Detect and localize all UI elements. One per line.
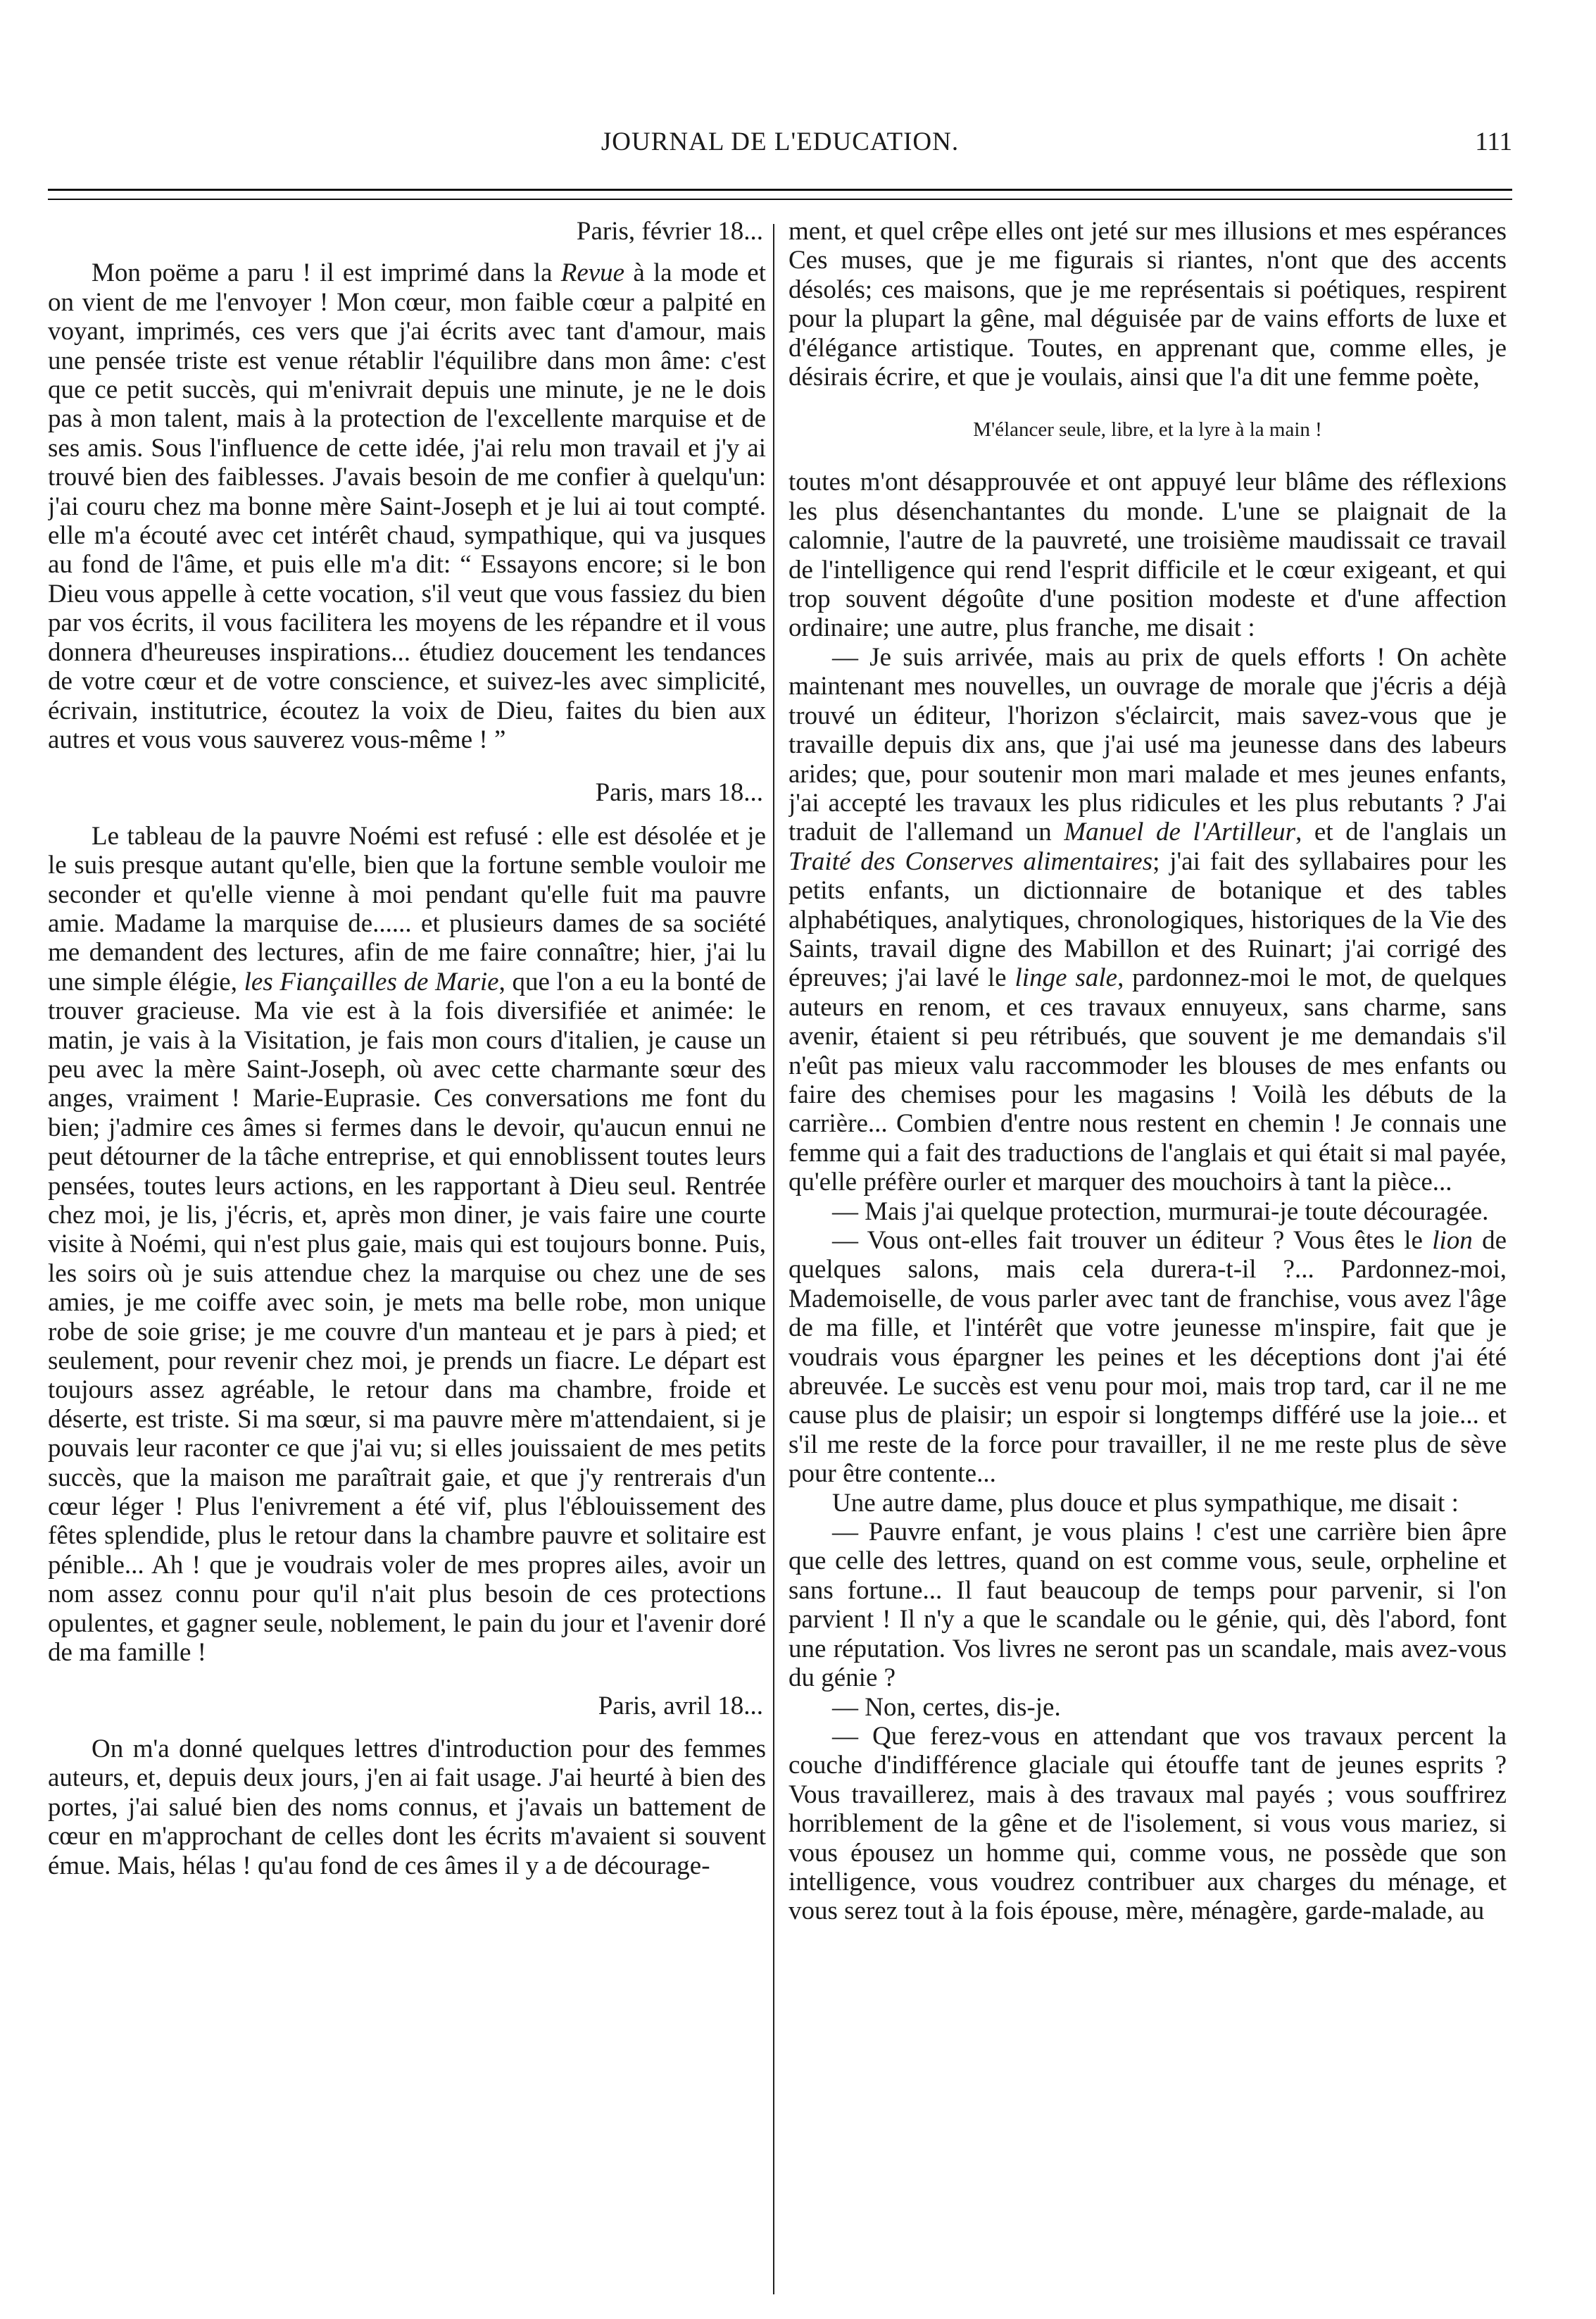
paragraph-mars: [48, 822, 766, 1668]
text-segment: — Je suis arrivée, mais au prix de quels efforts ! On achète maintenant mes nouvelles, un ouvrage de morale que j'écris a déjà trouvé un éditeur, l'horizon s'éclaircit, mais savez-vous que je travaille depuis dix ans, que j'ai usé ma jeunesse dans des labeurs arides; que, pour soutenir mon mari malade et mes jeunes enfants, j'ai accepté les travaux les plus ridicules et les plus rebutants ? J'ai traduit de l'allemand un: [788, 642, 1507, 847]
right-column: [788, 217, 1507, 2301]
running-head: [48, 127, 1512, 169]
text-segment: , que l'on a eu la bonté de trouver gracieuse. Ma vie est à la fois diversifiée et animée: le matin, je vais à la Visitation, je fais mon cours d'italien, je cause un peu avec la mère Saint-Joseph, où avec cette charmante sœur des anges, vraiment ! Marie-Euprasie. Ces conversations me font du bien; j'admire ces âmes si fermes dans le devoir, qu'aucun ennui ne peut détourner de la tâche entreprise, et qui ennoblissent toutes leurs pensées, toutes leurs actions, en les rapportant à Dieu seul. Rentrée chez moi, je lis, j'écris, et, après mon diner, je vais faire une courte visite à Noémi, qui n'est plus gaie, mais qui est toujours bonne. Puis, les soirs où je suis attendue chez la marquise ou chez une de ses amies, je me coiffe avec soin, je mets ma belle robe, mon unique robe de soie grise; je me couvre d'un manteau et je pars à pied; et seulement, pour revenir chez moi, je prends un fiacre. Le départ est toujours assez agréable, le retour dans ma chambre, froide et déserte, est triste. Si ma sœur, si ma pauvre mère m'attendaient, si je pouvais leur raconter ce que j'ai vu; si elles jouissaient de mes petits succès, que la maison me paraîtrait gaie, et que j'y rentrerais d'un cœur léger ! Plus l'enivrement a été vif, plus l'éblouissement des fêtes splendide, plus le retour dans la chambre pauvre et solitaire est pénible... Ah ! que je voudrais voler de mes propres ailes, avoir un nom assez connu pour qu'il n'ait plus besoin de ces protections opulentes, et gagner seule, noblement, le pain du jour et l'avenir doré de ma famille !: [48, 967, 766, 1668]
paragraph-avril: On m'a donné quelques lettres d'introduction pour des femmes auteurs, et, depuis deux jours, j'en ai fait usage. J'ai heurté à bien des portes, j'ai salué bien des noms connus, et j'avais un battement de cœur en m'approchant de celles dont les écrits m'avaient si souvent émue. Mais, hélas ! qu'au fond de ces âmes il y a de décourage-: [48, 1734, 766, 1880]
verse-quote: M'élancer seule, libre, et la lyre à la main !: [973, 418, 1322, 442]
text-segment: Le tableau de la pauvre Noémi est refusé : elle est désolée et je le suis presque autant qu'elle, bien que la fortune semble vouloir me seconder et qu'elle vienne à moi pendant qu'elle fuit ma pauvre amie. Madame la marquise de...... et plusieurs dames de sa société me demandent des lectures, afin de me faire connaître; hier, j'ai lu une simple élégie,: [48, 821, 766, 996]
text-segment: Mon poëme a paru ! il est imprimé dans la: [92, 258, 561, 288]
text-segment: de quelques salons, mais cela durera-t-il ?... Pardonnez-moi, Mademoiselle, de vous parler avec tant de franchise, vous avez l'âge de ma fille, et l'intérêt que votre jeunesse m'inspire, fait que je voudrais vous épargner les peines et les déceptions dont j'ai été abreuvée. Le succès est venu pour moi, mais trop tard, car il ne me cause plus de plaisir; un espoir si longtemps différé use la joie... et s'il me reste de la force pour travailler, il ne me reste plus de sève pour être contente...: [788, 1226, 1507, 1489]
dateline-fevrier: Paris, février 18...: [576, 217, 763, 246]
italic-title: Revue: [560, 258, 625, 288]
text-segment: ; j'ai fait des syllabaires pour les petits enfants, un dictionnaire de botanique et des tables alphabétiques, analytiques, chronologiques, historiques de la Vie des Saints, travail digne des Mabillon et des Ruinart; j'ai corrigé des épreuves; j'ai lavé le: [788, 846, 1507, 993]
dateline-mars: Paris, mars 18...: [595, 778, 763, 808]
column-divider: [773, 224, 774, 2294]
paragraph-reply-5: — Non, certes, dis-je.: [832, 1692, 1061, 1722]
paragraph-continuation: ment, et quel crêpe elles ont jeté sur mes illusions et mes espérances Ces muses, que je me figurais si riantes, n'ont que des accents désolés; ces maisons, que je me représentais si poétiques, respirent pour la plupart la gêne, mal déguisée par de vains efforts de luxe et d'élégance artistique. Toutes, en apprenant que, comme elles, je désirais écrire, et que je voulais, ainsi que l'a dit une femme poète,: [788, 217, 1507, 392]
italic-title: les Fiançailles de Marie: [244, 967, 499, 996]
italic-title: Traité des Conserves alimentaires: [788, 846, 1153, 876]
journal-title: JOURNAL DE L'EDUCATION.: [601, 127, 960, 156]
paragraph-after-verse: toutes m'ont désapprouvée et ont appuyé leur blâme des réflexions les plus désenchantantes du monde. L'une se plaignait de la calomnie, l'autre de la pauvreté, une troisième maudissait ce travail de l'intelligence qui rend l'esprit difficile et le cœur exigeant, et qui trop souvent dégoûte d'une position modeste et d'une affection ordinaire; une autre, plus franche, me disait :: [788, 468, 1507, 643]
paragraph-reply-3: [788, 1226, 1507, 1489]
left-column: [48, 217, 766, 2301]
paragraph-reply-6: — Que ferez-vous en attendant que vos travaux percent la couche d'indifférence glaciale qui étouffe tant de jeunes esprits ? Vous travaillerez, mais à des travaux mal payés ; vous souffrirez horriblement de la gêne et de l'isolement, si vous vous mariez, si vous épousez un homme qui, comme vous, ne possède que son intelligence, vous voudrez contribuer aux charges du ménage, et vous serez tout à la fois épouse, mère, ménagère, garde-malade, au: [788, 1721, 1507, 1926]
text-segment: , et de l'anglais un: [1295, 818, 1507, 847]
text-segment: à la mode et on vient de me l'envoyer ! Mon cœur, mon faible cœur a palpité en voyant, imprimés, ces vers que j'ai écrits avec tant d'amour, mais une pensée triste est venue rétablir l'équilibre dans mon âme: c'est que ce petit succès, qui m'enivrait depuis une minute, je ne le dois pas à mon talent, mais à la protection de l'excellente marquise et de ses amis. Sous l'influence de cette idée, j'ai relu mon travail et j'y ai trouvé bien des faiblesses. J'avais besoin de me confier à quelqu'un: j'ai couru chez ma bonne mère Saint-Joseph et je lui ai tout compté. elle m'a écouté avec cet intérêt chaud, sympathique, qui va jusques au fond de l'âme, et puis elle m'a dit: “ Essayons encore; si le bon Dieu vous appelle à cette vocation, s'il veut que vous fassiez du bien par vos écrits, il vous facilitera les moyens de les répandre et il vous donnera d'heureuses inspirations... étudiez doucement les tendances de votre cœur et de votre conscience, et suivez-les avec simplicité, écrivain, institutrice, écoutez la voix de Dieu, faites du bien aux autres et vous vous sauverez vous-même ! ”: [48, 258, 766, 754]
paragraph-reply-1: [788, 643, 1507, 1197]
header-rule-bottom: [48, 199, 1512, 200]
text-segment: — Vous ont-elles fait trouver un éditeur ? Vous êtes le: [832, 1226, 1433, 1255]
text-segment: , pardonnez-moi le mot, de quelques auteurs en renom, et ces travaux ennuyeux, sans charme, sans avenir, étaient si peu rétribués, que souvent je me demandais s'il n'eût pas mieux valu raccommoder les blouses de mes enfants ou faire des chemises pour les magasins ! Voilà les débuts de la carrière... Combien d'entre nous restent en chemin ! Je connais une femme qui a fait des traductions de l'anglais et qui était si mal payée, qu'elle préfère ourler et marquer des mouchoirs à tant la pièce...: [788, 963, 1507, 1197]
dateline-avril: Paris, avril 18...: [598, 1691, 763, 1720]
italic-phrase: linge sale: [1014, 963, 1118, 993]
italic-phrase: lion: [1432, 1226, 1473, 1255]
italic-title: Manuel de l'Artilleur: [1064, 818, 1296, 847]
paragraph-reply-2: — Mais j'ai quelque protection, murmurai-je toute découragée.: [832, 1196, 1489, 1226]
header-rule-top: [48, 189, 1512, 191]
paragraph-reply-4: — Pauvre enfant, je vous plains ! c'est une carrière bien âpre que celle des lettres, quand on est comme vous, seule, orpheline et sans fortune... Il faut beaucoup de temps pour parvenir, si l'on parvient ! Il n'y a que le scandale ou le génie, qui, dès l'abord, font une réputation. Vos livres ne seront pas un scandale, mais avez-vous du génie ?: [788, 1518, 1507, 1693]
paragraph-fevrier: [48, 258, 766, 754]
paragraph-other-lady: Une autre dame, plus douce et plus sympathique, me disait :: [832, 1488, 1459, 1518]
page-number: 111: [1475, 127, 1512, 156]
